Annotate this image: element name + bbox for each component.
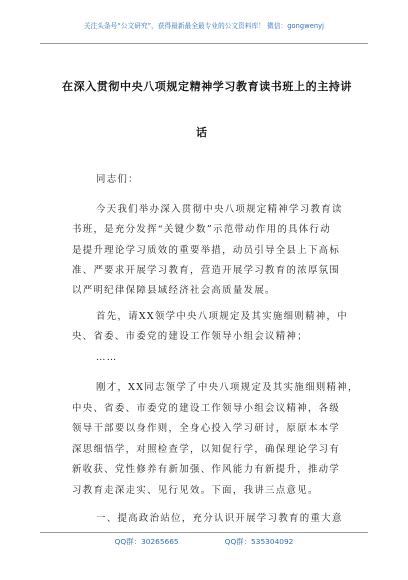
body-line: 准、严要求开展学习教育，营造开展学习教育的浓厚氛围: [72, 265, 341, 276]
body-line: 新收获、党性修养有新加强、作风能力有新提升，推动学: [72, 464, 341, 475]
salutation: 同志们：: [96, 174, 139, 185]
body-line: 是提升理论学习质效的重要举措，动员引导全县上下高标: [72, 245, 341, 256]
body-line: 首先，请XX领学中央八项规定及其实施细则精神，中: [96, 311, 349, 322]
body-line: 刚才，XX同志领学了中央八项规定及其实施细则精神，: [96, 382, 359, 393]
section-heading-line: 一、提高政治站位，充分认识开展学习教育的重大意: [96, 513, 343, 524]
body-line: 习教育走深走实、见行见效。下面，我讲三点意见。: [72, 485, 319, 496]
ellipsis-line: ……: [96, 352, 118, 363]
footer-divider: [40, 532, 368, 533]
body-line: 书班，是充分发挥“关键少数”示范带动作用的具体行动: [72, 224, 331, 235]
footer: [0, 536, 408, 547]
document-title-line-2: 话: [196, 126, 208, 139]
body-line: 深思细悟学，对照检查学，以知促行学，确保理论学习有: [72, 444, 341, 455]
body-line: 以严明纪律保障县域经济社会高质量发展。: [72, 285, 276, 296]
body-line: 今天我们举办深入贯彻中央八项规定精神学习教育读: [96, 204, 343, 215]
document-title-line-1: 在深入贯彻中央八项规定精神学习教育读书班上的主持讲: [62, 80, 352, 93]
body-line: 领导干部要以身作则，全身心投入学习研讨，原原本本学: [72, 423, 341, 434]
header-divider: [40, 43, 368, 44]
body-line: 央、省委、市委党的建设工作领导小组会议精神；: [72, 331, 308, 342]
footer-qq-group-1: QQ群：30265665: [114, 537, 179, 546]
footer-qq-group-2: QQ群：535304092: [224, 537, 294, 546]
header-banner: 关注头条号“公文研究”，获得最新最全最专业的公文资料库！ 微信：gongwenyj: [83, 22, 325, 30]
body-line: 中央、省委、市委党的建设工作领导小组会议精神，各级: [72, 403, 341, 414]
